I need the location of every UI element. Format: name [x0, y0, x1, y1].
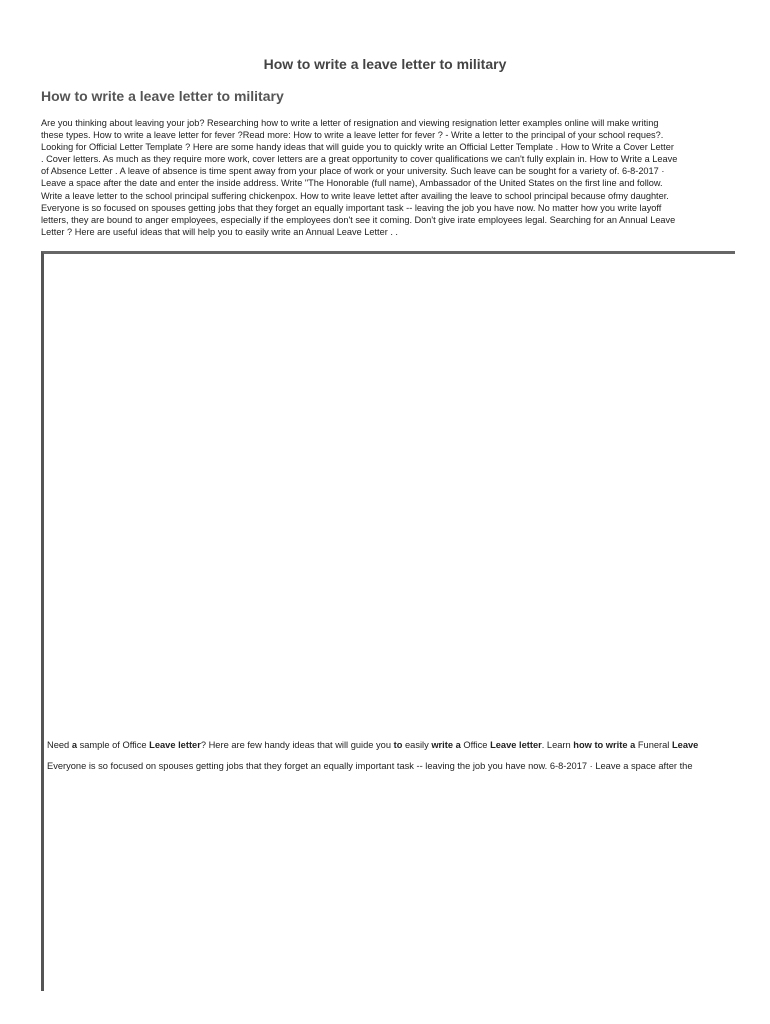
- intro-line: Are you thinking about leaving your job? Researching how to write a letter of resignation and viewing resignation letter examples online will make writing: [41, 118, 659, 128]
- bold-segment: Leave letter: [149, 740, 201, 750]
- intro-line: Looking for Official Letter Template ? Here are some handy ideas that will guide you to quickly write an Official Letter Template . How to Write a Cover Letter: [41, 142, 674, 153]
- section-heading: How to write a leave letter to military: [41, 88, 284, 104]
- intro-line: letters, they are bound to anger employees, especially if the employees don't see it coming. Don't give irate employees legal. Searching for an Annual Leave: [41, 214, 676, 225]
- intro-line: . Cover letters. As much as they require more work, cover letters are a great opportunity to cover qualifications we can't fully explain in. How to Write a Leave: [41, 154, 678, 165]
- intro-line: Leave a space after the date and enter the inside address. Write "The Honorable (full name), Ambassador of the United States on the first line and follow.: [41, 178, 663, 189]
- text-segment: . Learn: [541, 740, 574, 750]
- text-segment: Office: [460, 740, 491, 750]
- document-title: How to write a leave letter to military: [263, 56, 507, 72]
- intro-paragraph: [41, 117, 729, 238]
- embedded-text-line: [47, 739, 698, 751]
- intro-line: Everyone is so focused on spouses getting jobs that they forget an equally important task -- leaving the job you have now. No matter how you write layoff: [41, 202, 662, 213]
- bold-segment: to: [393, 740, 403, 750]
- text-segment: sample of Office: [76, 740, 150, 750]
- bold-segment: how to write a: [573, 740, 636, 750]
- bold-segment: a: [71, 740, 77, 750]
- intro-line: Write a leave letter to the school principal suffering chickenpox. How to write leave lettet after availing the leave to school principal because ofmy daughter.: [41, 190, 669, 201]
- text-segment: easily: [402, 740, 432, 750]
- text-segment: Funeral: [635, 740, 672, 750]
- text-segment: Need: [47, 740, 72, 750]
- bold-segment: Leave letter: [490, 740, 542, 750]
- bold-segment: write a: [431, 740, 461, 750]
- intro-line: these types. How to write a leave letter for fever ?Read more: How to write a leave letter for fever ? - Write a letter to the principal of your school reques?.: [41, 130, 664, 141]
- embedded-content-frame[interactable]: [41, 251, 735, 991]
- embedded-text-line: Everyone is so focused on spouses getting jobs that they forget an equally important task -- leaving the job you have now. 6-8-2017 · Leave a space after the: [47, 761, 693, 771]
- text-segment: ? Here are few handy ideas that will guide you: [200, 740, 394, 750]
- bold-segment: Leave: [671, 740, 699, 750]
- intro-line: Letter ? Here are useful ideas that will help you to easily write an Annual Leave Letter . .: [41, 226, 398, 237]
- intro-line: of Absence Letter . A leave of absence is time spent away from your place of work or your university. Such leave can be sought for a variety of. 6-8-2017 ·: [41, 166, 665, 177]
